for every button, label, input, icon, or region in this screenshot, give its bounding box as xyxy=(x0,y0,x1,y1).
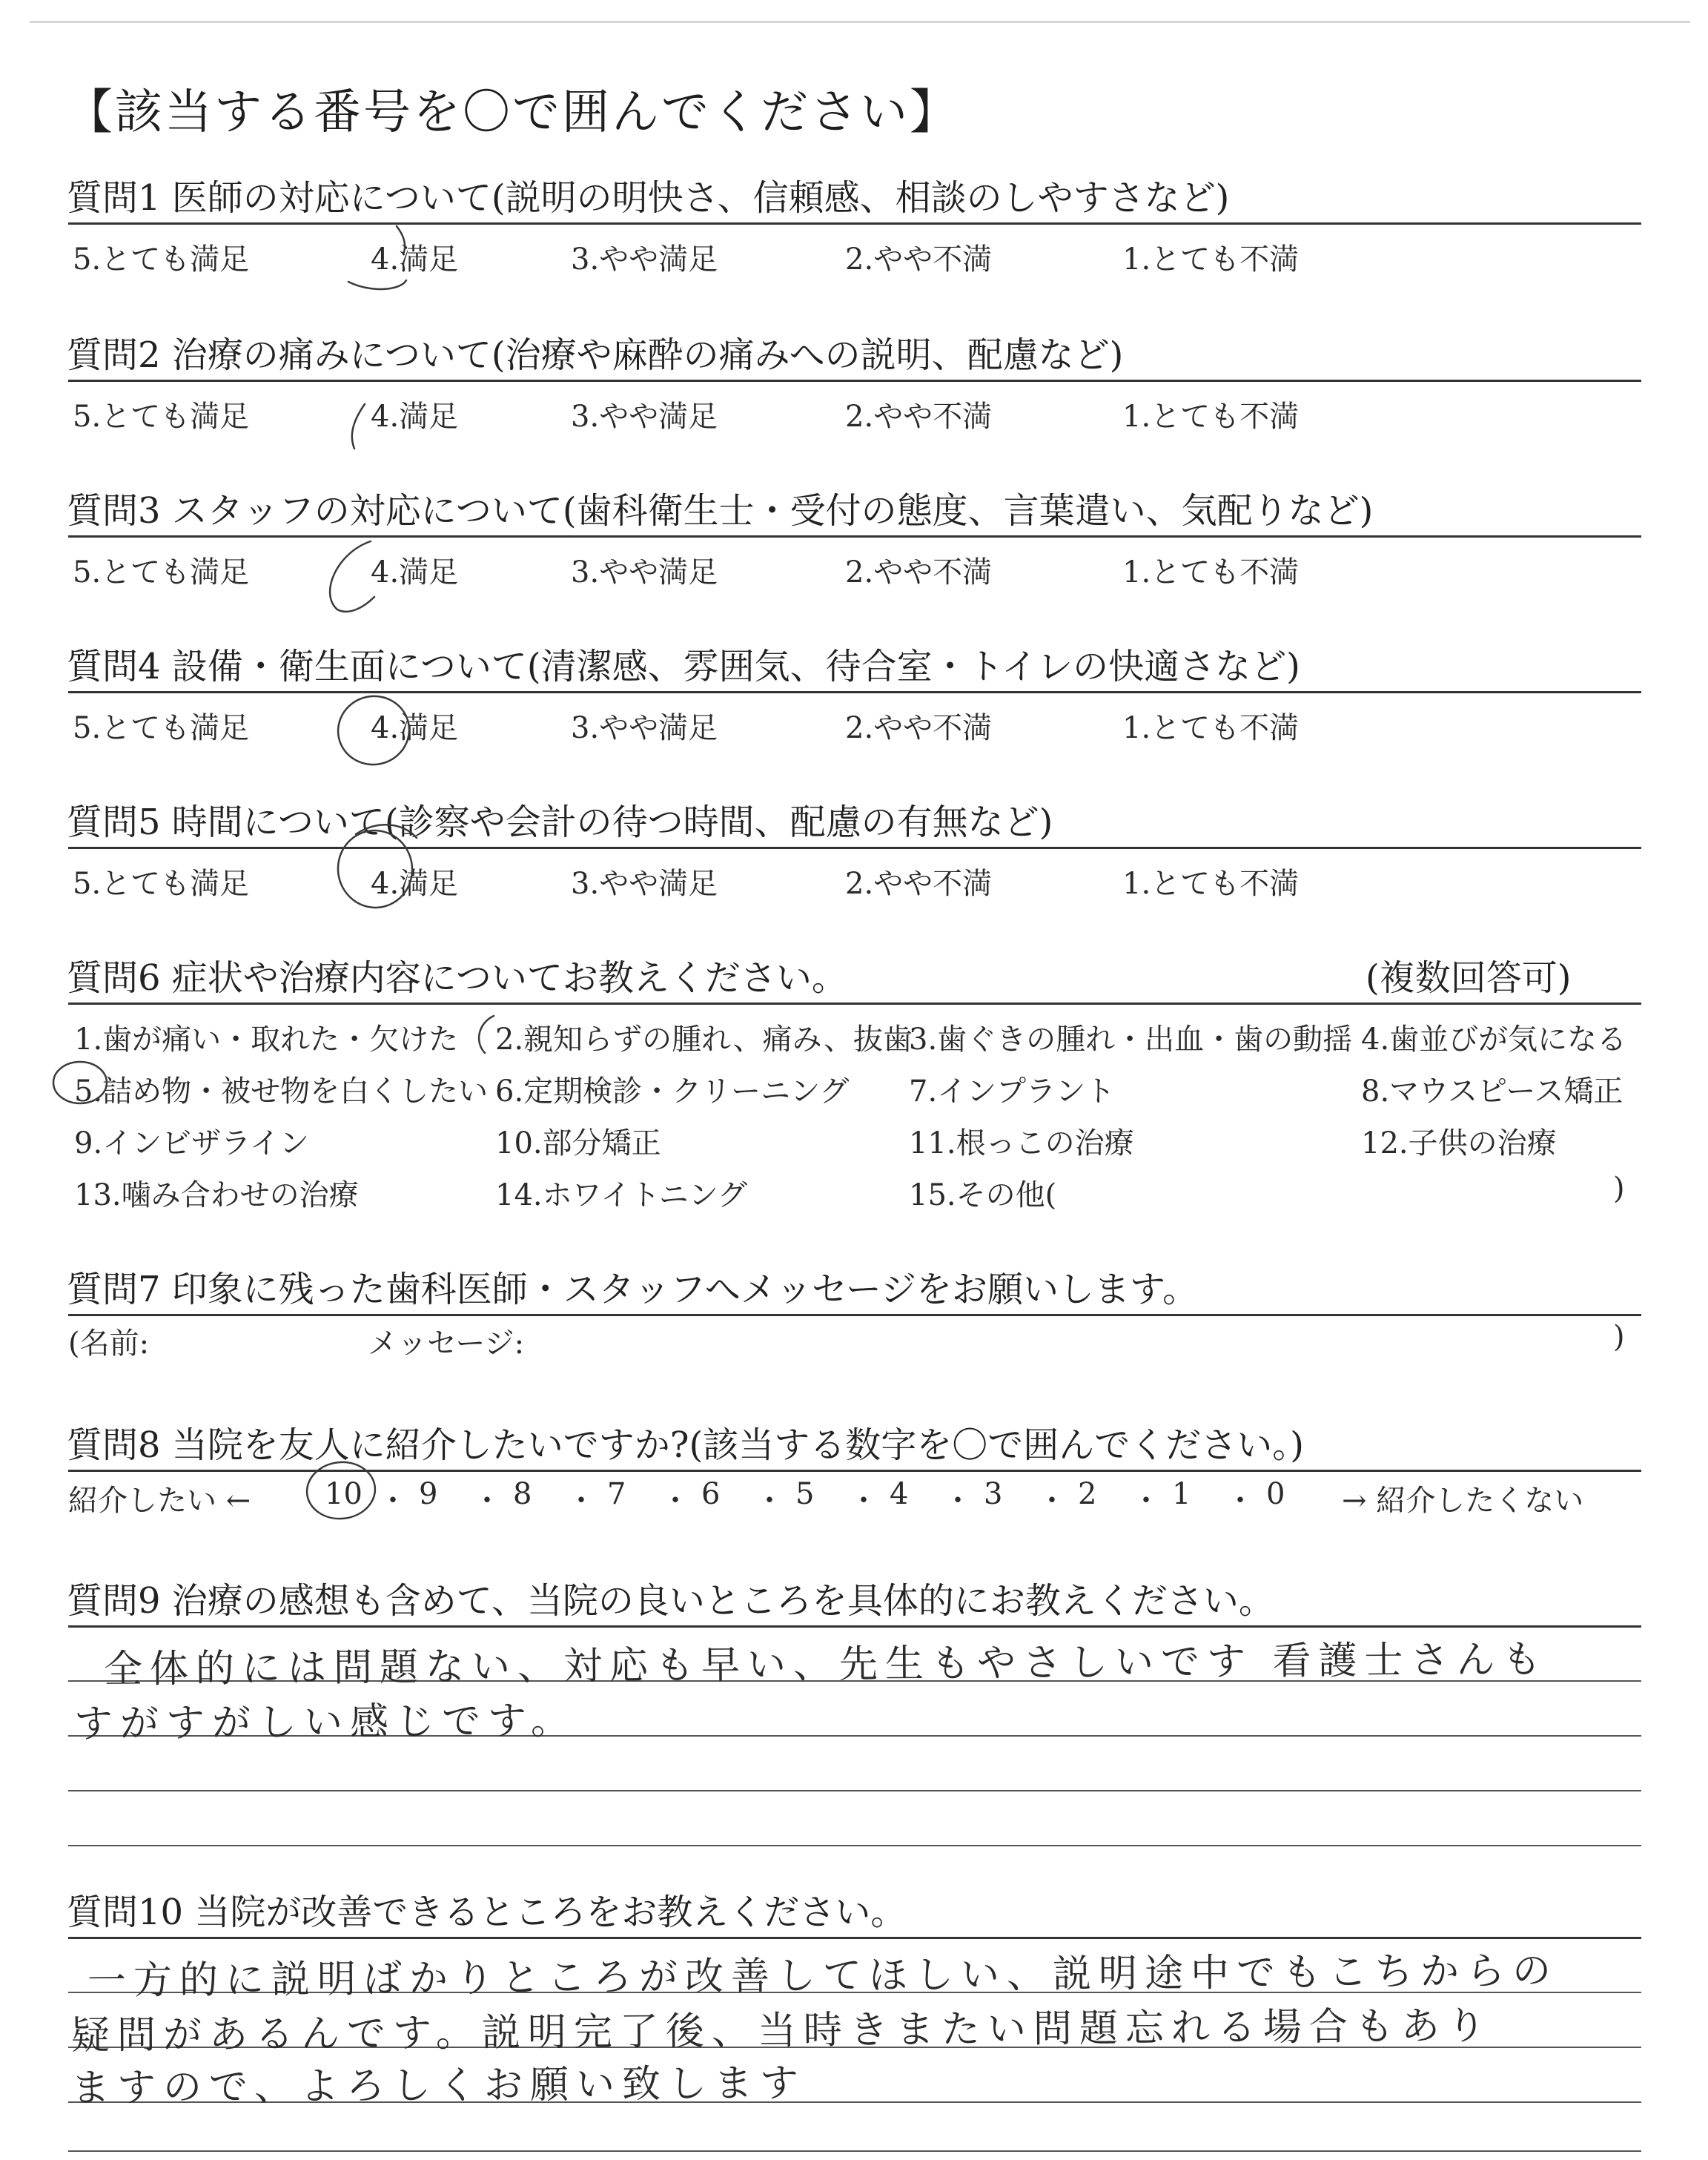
symptom-option[interactable]: 9.インビザライン xyxy=(74,1126,309,1160)
option-very-dissatisfied[interactable]: 1.とても不満 xyxy=(1122,711,1300,745)
option-somewhat-satisfied[interactable]: 3.やや満足 xyxy=(571,400,718,434)
option-somewhat-dissatisfied[interactable]: 2.やや不満 xyxy=(845,400,993,434)
handwritten-answer-line: 全体的には問題ない、対応も早い、先生もやさしいです 看護士さんも xyxy=(103,1637,1549,1692)
recommend-left-label: 紹介したい ← xyxy=(68,1484,251,1518)
form-title: 【該当する番号を〇で囲んでください】 xyxy=(65,85,959,140)
symptom-option[interactable]: 7.インプラント xyxy=(909,1074,1116,1109)
question-heading: 質問7 印象に残った歯科医師・スタッフへメッセージをお願いします。 xyxy=(67,1269,1199,1310)
symptom-option[interactable]: 3.歯ぐきの腫れ・出血・歯の動揺 xyxy=(909,1023,1353,1057)
scale-separator: ・ xyxy=(1225,1484,1255,1518)
option-satisfied[interactable]: 4.満足 xyxy=(371,242,459,277)
option-satisfied[interactable]: 4.満足 xyxy=(371,400,459,434)
option-somewhat-satisfied[interactable]: 3.やや満足 xyxy=(571,555,718,589)
multiple-answers-note: (複数回答可) xyxy=(1366,957,1572,999)
handwritten-answer-line: ますので、よろしくお願い致します xyxy=(70,2061,807,2111)
option-very-satisfied[interactable]: 5.とても満足 xyxy=(73,555,250,589)
question-heading: 質問6 症状や治療内容についてお教えください。 xyxy=(67,957,847,999)
question-heading: 質問10 当院が改善できるところをお教えください。 xyxy=(67,1892,907,1933)
circle-mark xyxy=(352,404,365,449)
heading-rule xyxy=(68,847,1641,849)
answer-line xyxy=(68,1790,1641,1791)
scale-number[interactable]: 0 xyxy=(1266,1477,1285,1511)
option-very-satisfied[interactable]: 5.とても満足 xyxy=(73,400,250,434)
scale-number[interactable]: 1 xyxy=(1172,1477,1191,1511)
question-heading: 質問5 時間について(診察や会計の待つ時間、配慮の有無など) xyxy=(67,802,1053,843)
question-heading: 質問4 設備・衛生面について(清潔感、雰囲気、待合室・トイレの快適さなど) xyxy=(67,646,1300,687)
question-heading: 質問3 スタッフの対応について(歯科衛生士・受付の態度、言葉遣い、気配りなど) xyxy=(67,490,1374,532)
circle-mark xyxy=(348,280,406,289)
scale-number[interactable]: 4 xyxy=(890,1477,909,1511)
option-very-dissatisfied[interactable]: 1.とても不満 xyxy=(1122,242,1300,277)
symptom-option[interactable]: 1.歯が痛い・取れた・欠けた xyxy=(74,1023,459,1057)
symptom-option-other[interactable]: 15.その他( xyxy=(909,1178,1057,1212)
option-very-satisfied[interactable]: 5.とても満足 xyxy=(73,242,250,277)
scale-number[interactable]: 9 xyxy=(419,1477,438,1511)
circle-mark xyxy=(479,1016,494,1053)
option-very-satisfied[interactable]: 5.とても満足 xyxy=(73,711,250,745)
scale-separator: ・ xyxy=(1037,1484,1067,1518)
symptom-option[interactable]: 14.ホワイトニング xyxy=(495,1178,748,1212)
heading-rule xyxy=(68,1625,1641,1628)
symptom-option[interactable]: 10.部分矯正 xyxy=(495,1126,661,1160)
option-very-dissatisfied[interactable]: 1.とても不満 xyxy=(1122,555,1300,589)
answer-line xyxy=(68,2150,1641,2152)
scale-separator: ・ xyxy=(566,1484,596,1518)
option-very-satisfied[interactable]: 5.とても満足 xyxy=(73,867,250,901)
question-heading: 質問8 当院を友人に紹介したいですか?(該当する数字を〇で囲んでください。) xyxy=(67,1424,1304,1466)
top-border xyxy=(30,21,1690,23)
heading-rule xyxy=(68,1003,1641,1005)
symptom-option[interactable]: 4.歯並びが気になる xyxy=(1361,1023,1627,1057)
heading-rule xyxy=(68,1937,1641,1939)
symptom-option[interactable]: 12.子供の治療 xyxy=(1361,1126,1557,1160)
option-somewhat-satisfied[interactable]: 3.やや満足 xyxy=(571,711,718,745)
handwritten-answer-line: 一方的に説明ばかりところが改善してほしい、説明途中でもこちからの xyxy=(87,1949,1559,2004)
scale-number[interactable]: 8 xyxy=(513,1477,532,1511)
other-close-paren: ) xyxy=(1613,1172,1625,1206)
symptom-option[interactable]: 11.根っこの治療 xyxy=(909,1126,1134,1160)
question-heading: 質問9 治療の感想も含めて、当院の良いところを具体的にお教えください。 xyxy=(67,1580,1274,1622)
scale-separator: ・ xyxy=(755,1484,784,1518)
scale-separator: ・ xyxy=(472,1484,502,1518)
option-satisfied[interactable]: 4.満足 xyxy=(371,867,459,901)
message-field-label[interactable]: メッセージ: xyxy=(368,1327,525,1361)
name-field-label[interactable]: (名前: xyxy=(68,1327,150,1361)
option-somewhat-dissatisfied[interactable]: 2.やや不満 xyxy=(845,711,993,745)
scale-separator: ・ xyxy=(661,1484,690,1518)
symptom-option[interactable]: 8.マウスピース矯正 xyxy=(1361,1074,1623,1109)
question-heading: 質問2 治療の痛みについて(治療や麻酔の痛みへの説明、配慮など) xyxy=(67,334,1124,376)
symptom-option[interactable]: 5.詰め物・被せ物を白くしたい xyxy=(74,1074,489,1109)
heading-rule xyxy=(68,1470,1641,1472)
option-somewhat-satisfied[interactable]: 3.やや満足 xyxy=(571,867,718,901)
handwritten-answer-line: 疑問があるんです。説明完了後、当時きまたい問題忘れる場合もあり xyxy=(70,2004,1494,2058)
scale-separator: ・ xyxy=(378,1484,408,1518)
scale-number[interactable]: 6 xyxy=(701,1477,721,1511)
option-somewhat-satisfied[interactable]: 3.やや満足 xyxy=(571,242,718,277)
message-close-paren: ) xyxy=(1613,1320,1625,1354)
scale-number[interactable]: 7 xyxy=(607,1477,626,1511)
answer-line xyxy=(68,1845,1641,1846)
symptom-option[interactable]: 6.定期検診・クリーニング xyxy=(495,1074,850,1109)
symptom-option[interactable]: 13.噛み合わせの治療 xyxy=(74,1178,359,1212)
heading-rule xyxy=(68,691,1641,693)
circle-mark xyxy=(330,541,374,612)
option-somewhat-dissatisfied[interactable]: 2.やや不満 xyxy=(845,867,993,901)
heading-rule xyxy=(68,535,1641,538)
scale-number[interactable]: 10 xyxy=(325,1477,363,1511)
recommend-right-label: → 紹介したくない xyxy=(1342,1484,1584,1518)
question-heading: 質問1 医師の対応について(説明の明快さ、信頼感、相談のしやすさなど) xyxy=(67,177,1230,219)
heading-rule xyxy=(68,222,1641,225)
option-very-dissatisfied[interactable]: 1.とても不満 xyxy=(1122,400,1300,434)
option-somewhat-dissatisfied[interactable]: 2.やや不満 xyxy=(845,555,993,589)
option-satisfied[interactable]: 4.満足 xyxy=(371,711,459,745)
scale-number[interactable]: 2 xyxy=(1078,1477,1097,1511)
scale-number[interactable]: 5 xyxy=(795,1477,815,1511)
option-somewhat-dissatisfied[interactable]: 2.やや不満 xyxy=(845,242,993,277)
handwritten-answer-line: すがすがしい感じです。 xyxy=(73,1698,577,1747)
scale-separator: ・ xyxy=(943,1484,973,1518)
heading-rule xyxy=(68,380,1641,382)
scale-number[interactable]: 3 xyxy=(984,1477,1003,1511)
heading-rule xyxy=(68,1314,1641,1316)
symptom-option[interactable]: 2.親知らずの腫れ、痛み、抜歯 xyxy=(495,1023,913,1057)
scale-separator: ・ xyxy=(1131,1484,1161,1518)
option-very-dissatisfied[interactable]: 1.とても不満 xyxy=(1122,867,1300,901)
option-satisfied[interactable]: 4.満足 xyxy=(371,555,459,589)
scale-separator: ・ xyxy=(849,1484,878,1518)
